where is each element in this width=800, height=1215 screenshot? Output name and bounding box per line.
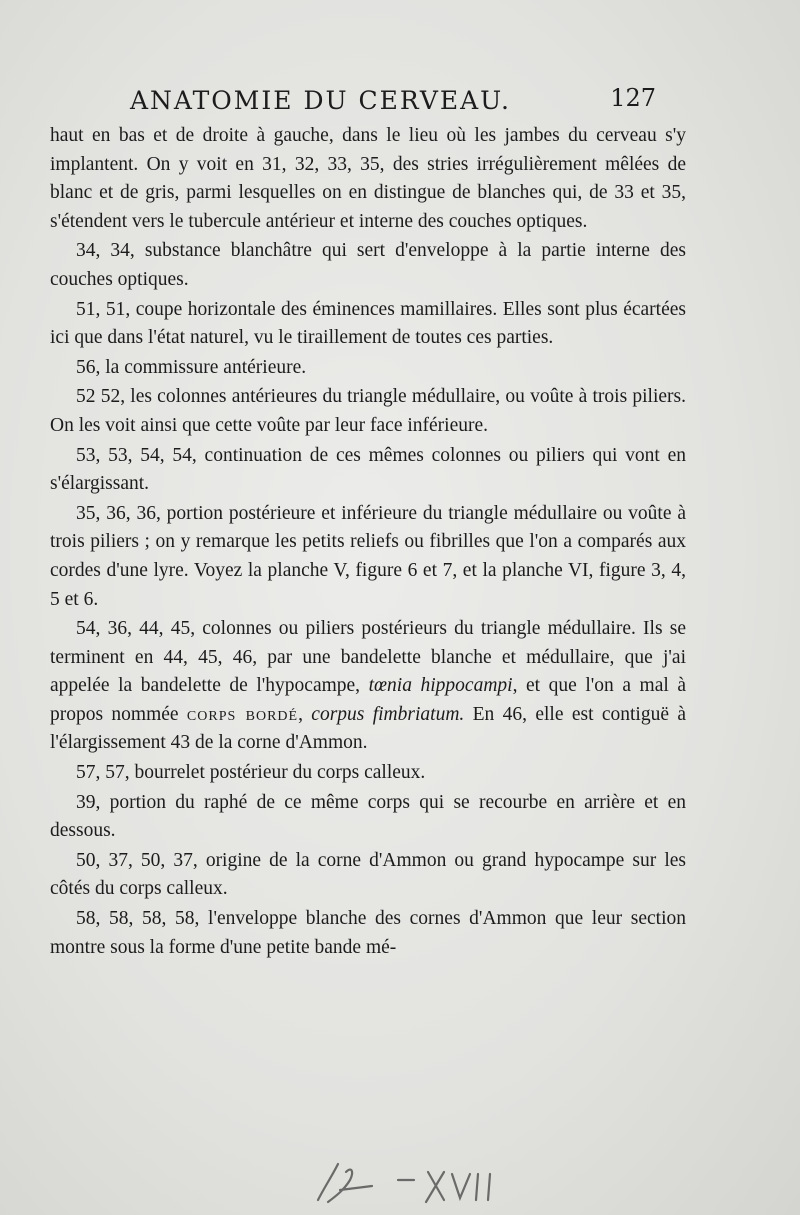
text-run: , et que l'on a mal à propos nommée <box>50 675 687 725</box>
text-run: En 46, elle est contiguë à l'élargissement 43 de la corne d'Ammon. <box>50 703 686 754</box>
text-run: 51, 51, coupe horizontale des éminences mamillaires. Elles sont plus écartées ici que dans l'état naturel, vu le tiraillement de toutes ces parties. <box>50 298 686 349</box>
paragraph <box>50 905 686 962</box>
text-run: 52 52, les colonnes antérieures du triangle médullaire, ou voûte à trois piliers. On les voit ainsi que cette voûte par leur face inférieure. <box>50 386 686 436</box>
paragraph <box>50 615 686 758</box>
text-run: 35, 36, 36, portion postérieure et inférieure du triangle médullaire ou voûte à trois piliers ; on y remarque les petits reliefs ou fibrilles que l'on a comparés aux cordes d'une lyre. Voyez la planche V, figure 6 et 7, et la planche VI, figure 3, 4, 5 et 6. <box>50 502 686 610</box>
handwritten-plate-mark <box>310 1150 530 1210</box>
italic-term: tœnia hippocampi <box>368 675 513 697</box>
paragraph <box>50 789 686 846</box>
paragraph <box>50 847 686 904</box>
body-text <box>50 122 686 962</box>
small-caps-term: corps bordé <box>186 703 299 725</box>
paragraph <box>50 500 686 614</box>
running-title: ANATOMIE DU CERVEAU. <box>130 86 511 115</box>
text-run: 54, 36, 44, 45, colonnes ou piliers postérieurs du triangle médullaire. Ils se terminent en 44, 45, 46, par une bandelette blanche et médullaire, que j'ai appelée la bandelette de l'hypocampe, <box>50 618 686 697</box>
paragraph <box>50 442 686 499</box>
text-run: 58, 58, 58, 58, l'enveloppe blanche des cornes d'Ammon que leur section montre sous la forme d'une petite bande mé- <box>50 908 686 958</box>
text-run: , <box>298 703 312 725</box>
paragraph <box>50 354 686 383</box>
page-number: 127 <box>610 84 656 112</box>
paragraph <box>50 383 686 440</box>
text-run: 57, 57, bourrelet postérieur du corps calleux. <box>76 762 426 784</box>
text-run: 50, 37, 50, 37, origine de la corne d'Ammon ou grand hypocampe sur les côtés du corps calleux. <box>50 849 686 900</box>
text-run: 34, 34, substance blanchâtre qui sert d'enveloppe à la partie interne des couches optiques. <box>50 240 686 290</box>
text-run: haut en bas et de droite à gauche, dans le lieu où les jambes du cerveau s'y implantent. On y voit en 31, 32, 33, 35, des stries irrégulièrement mêlées de blanc et de gris, parmi lesquelles on en distingue de blanches qui, de 33 et 35, s'étendent vers le tubercule antérieur et interne des couches optiques. <box>50 125 686 232</box>
italic-term: corpus fimbriatum. <box>311 703 465 725</box>
paragraph <box>50 122 686 236</box>
text-run: 39, portion du raphé de ce même corps qui se recourbe en arrière et en dessous. <box>50 791 686 842</box>
paragraph <box>50 296 686 353</box>
paragraph <box>50 237 686 294</box>
paragraph <box>50 759 686 788</box>
text-run: 53, 53, 54, 54, continuation de ces mêmes colonnes ou piliers qui vont en s'élargissant. <box>50 444 686 495</box>
text-run: 56, la commissure antérieure. <box>76 356 307 378</box>
page-header <box>130 80 660 124</box>
